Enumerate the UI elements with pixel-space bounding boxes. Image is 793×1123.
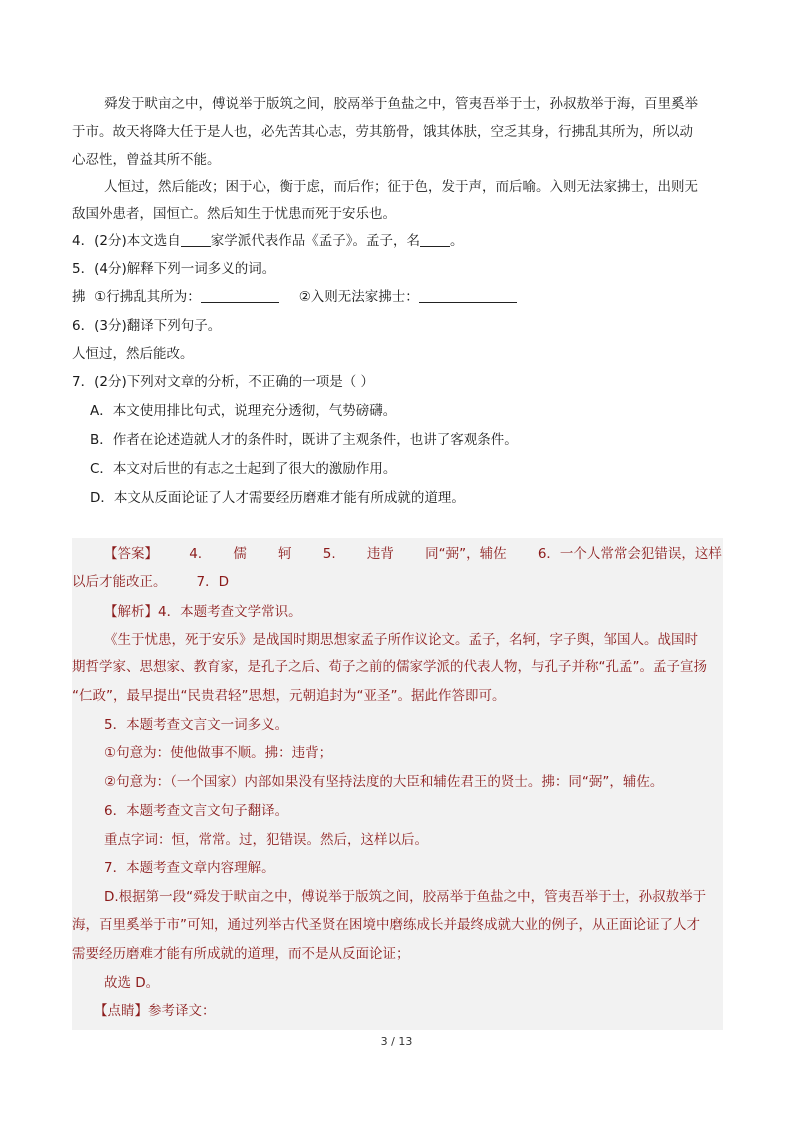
comment-tag: 【点睛】 xyxy=(94,1003,148,1019)
analysis-heading: 6．本题考查文言文句子翻译。 xyxy=(104,803,289,819)
passage-line: 于市。故天将降大任于是人也，必先苦其心志，劳其筋骨，饿其体肤，空乏其身，行拂乱其所为，所以动 xyxy=(72,124,693,140)
analysis-conclusion: 故选 D。 xyxy=(104,975,160,991)
answer-line-2: 以后才能改正。 7．D xyxy=(72,574,229,590)
analysis-text: ①句意为：使他做事不顺。拂：违背； xyxy=(104,745,333,761)
passage-line: 人恒过，然后能改；困于心，衡于虑，而后作；征于色，发于声，而后喻。入则无法家拂士，出则无 xyxy=(104,179,698,195)
question-5: 5．(4分)解释下列一词多义的词。 xyxy=(72,261,276,277)
option-b: B．作者在论述造就人才的条件时，既讲了主观条件，也讲了客观条件。 xyxy=(90,432,518,448)
answer-section xyxy=(72,538,723,1030)
analysis-text: ②句意为：（一个国家）内部如果没有坚持法度的大臣和辅佐君王的贤士。拂：同“弼”，辅佐。 xyxy=(104,774,664,790)
page-number: 3 / 13 xyxy=(380,1035,413,1048)
analysis-text: 《生于忧患，死于安乐》是战国时期思想家孟子所作议论文。孟子，名轲，字子舆，邹国人。战国时 xyxy=(104,632,698,648)
analysis-text: 需要经历磨难才能有所成就的道理，而不是从反面论证； xyxy=(72,946,410,962)
option-a: A．本文使用排比句式，说理充分透彻，气势磅礴。 xyxy=(90,403,397,419)
analysis-heading: 7．本题考查文章内容理解。 xyxy=(104,860,275,876)
answer-blank[interactable] xyxy=(419,288,517,303)
question-4: 4．(2分)本文选自 家学派代表作品《孟子》。孟子，名 。 xyxy=(72,233,464,249)
question-6: 6．(3分)翻译下列句子。 xyxy=(72,318,222,334)
analysis-heading: 5．本题考查文言文一词多义。 xyxy=(104,717,289,733)
answer-tag: 【答案】 xyxy=(104,546,158,562)
question-5-items: 拂 ①行拂乱其所为： ②入则无法家拂士： xyxy=(72,284,722,311)
analysis-text: 海，百里奚举于市”可知，通过列举古代圣贤在困境中磨练成长并最终成就大业的例子，从正面论证了人才 xyxy=(72,917,700,933)
comment-line: 【点睛】参考译文： xyxy=(94,1003,216,1019)
question-7: 7．(2分)下列对文章的分析，不正确的一项是（ ） xyxy=(72,374,375,390)
option-d: D．本文从反面论证了人才需要经历磨难才能有所成就的道理。 xyxy=(90,490,465,506)
option-c: C．本文对后世的有志之士起到了很大的激励作用。 xyxy=(90,461,397,477)
passage-line: 敌国外患者，国恒亡。然后知生于忧患而死于安乐也。 xyxy=(72,206,396,222)
question-6-sentence: 人恒过，然后能改。 xyxy=(72,346,194,362)
analysis-heading: 【解析】4．本题考查文学常识。 xyxy=(104,604,302,620)
answer-blank[interactable] xyxy=(201,288,279,303)
answer-blank[interactable] xyxy=(420,232,450,247)
analysis-text: 重点字词：恒，常常。过，犯错误。然后，这样以后。 xyxy=(104,832,428,848)
answer-blank[interactable] xyxy=(181,232,211,247)
analysis-text: 期哲学家、思想家、教育家，是孔子之后、荀子之前的儒家学派的代表人物，与孔子并称“孔孟”。孟子宣扬 xyxy=(72,659,707,675)
passage-line: 心忍性，曾益其所不能。 xyxy=(72,152,221,168)
analysis-text: D.根据第一段“舜发于畎亩之中，傅说举于版筑之间，胶鬲举于鱼盐之中，管夷吾举于士，孙叔敖举于 xyxy=(104,889,707,905)
analysis-text: “仁政”，最早提出“民贵君轻”思想，元朝追封为“亚圣”。据此作答即可。 xyxy=(72,688,506,704)
passage-line: 舜发于畎亩之中，傅说举于版筑之间，胶鬲举于鱼盐之中，管夷吾举于士，孙叔敖举于海，百里奚举 xyxy=(104,96,698,112)
answer-line: 【答案】 4. 儒 轲 5. 违背 同“弼”，辅佐 6．一个人常常会犯错误，这样 xyxy=(72,541,722,568)
analysis-tag: 【解析】 xyxy=(104,604,158,620)
